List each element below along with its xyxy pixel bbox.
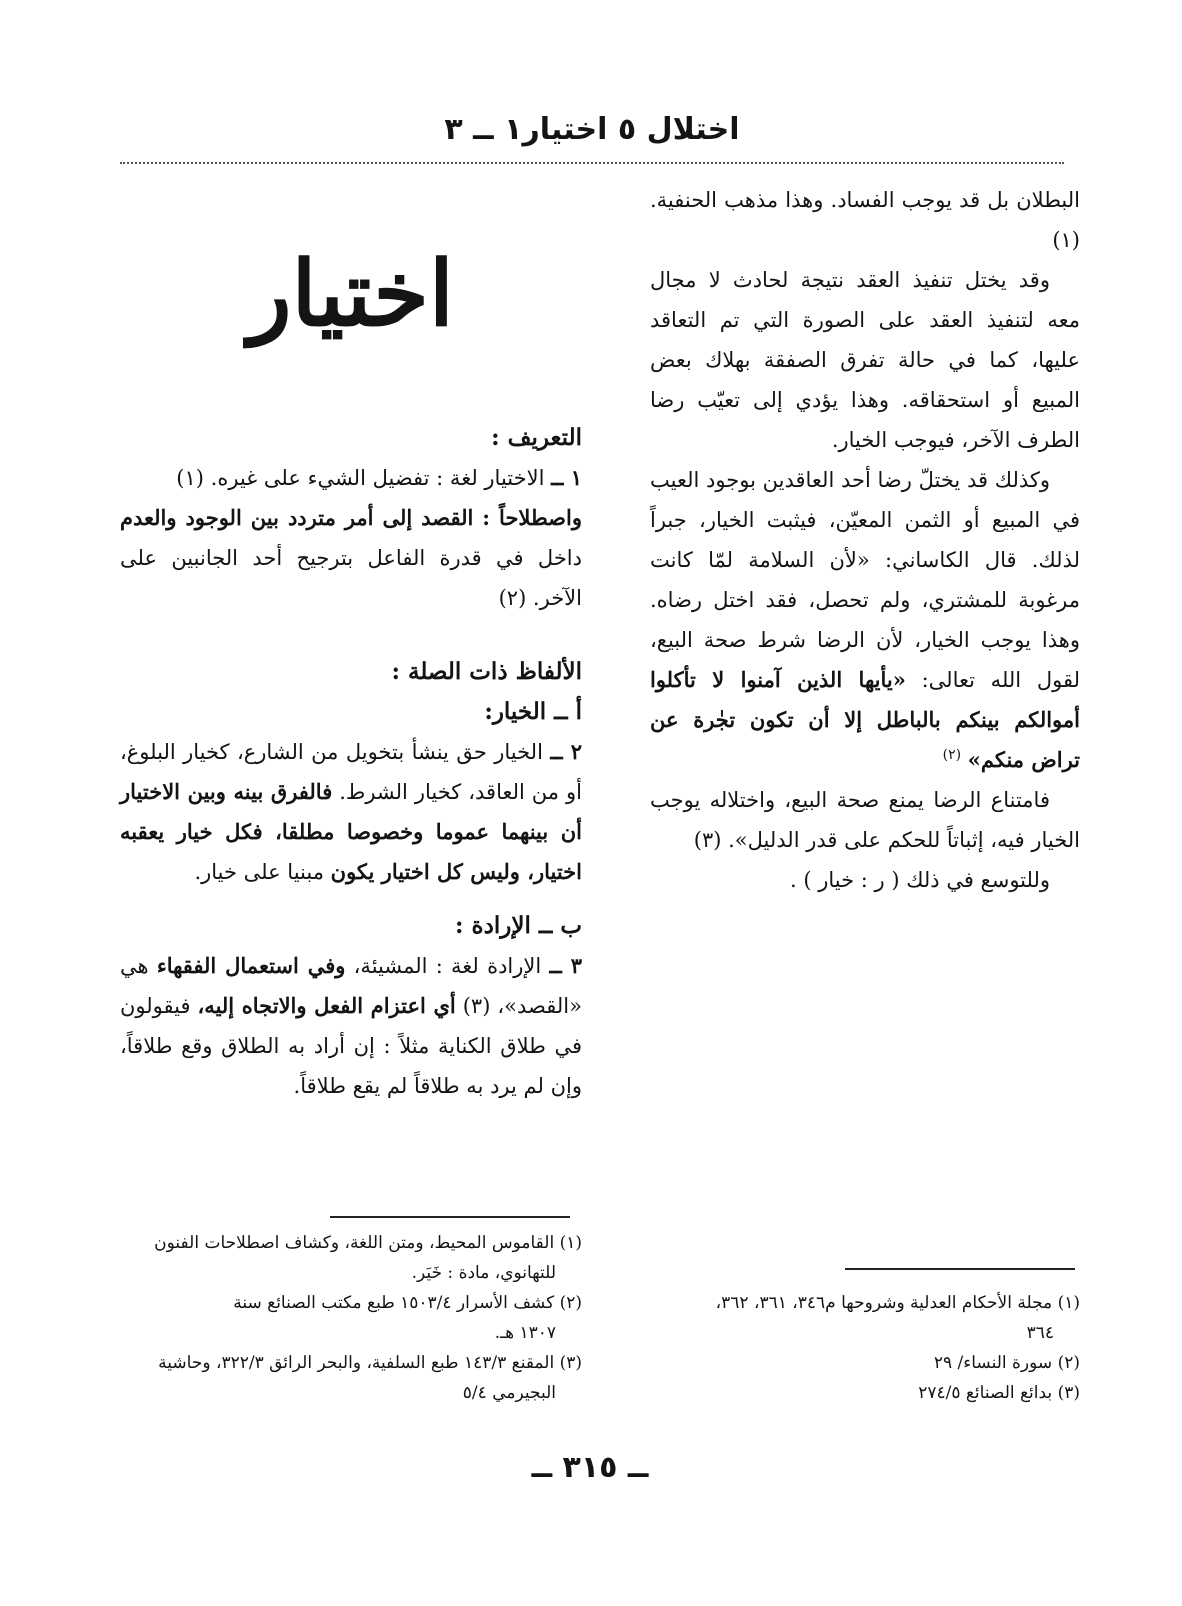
page-number: ــ ٣١٥ ــ <box>531 1450 649 1485</box>
technical-definition <box>120 498 582 618</box>
technical-definition-rest: داخل في قدرة الفاعل بترجيح أحد الجانبين على الآخر. (٢) <box>120 546 582 610</box>
khiyar-text: الخيار حق ينشأ بتخويل من الشارع، كخيار البلوغ، أو من العاقد، كخيار الشرط. <box>120 740 582 804</box>
quran-verse: «يأيها الذين آمنوا لا تأكلوا أموالكم بينكم بالباطل إلا أن تكون تجٰرة عن تراض منكم» <box>650 667 1080 772</box>
irada-text-1: الإرادة لغة : المشيئة، <box>353 954 542 978</box>
footnote-rule-left <box>330 1216 570 1218</box>
footnote-rule-right <box>845 1268 1075 1270</box>
irada-text-3: فيقولون في طلاق الكناية مثلاً : إن أراد به الطلاق وقع طلاقاً، وإن لم يرد به طلاقاً لم يقع طلاقاً. <box>120 994 582 1098</box>
see-also-note: وللتوسع في ذلك ( ر : خيار ) . <box>790 868 1050 892</box>
entry-title: اختيار <box>248 241 454 347</box>
khiyar-paragraph <box>120 732 582 892</box>
related-terms-heading: الألفاظ ذات الصلة : <box>391 658 582 685</box>
right-paragraph-1: البطلان بل قد يوجب الفساد. وهذا مذهب الحنفية. (١) <box>650 188 1080 252</box>
right-paragraph-3 <box>650 460 1080 780</box>
footnote-continuation: للتهانوي، مادة : خَيَر. <box>411 1263 556 1283</box>
footnote: (٢) سورة النساء/ ٢٩ <box>933 1353 1080 1373</box>
section-number: ٣ ــ <box>549 953 582 978</box>
irada-subheading: ب ــ الإرادة : <box>455 912 582 939</box>
section-number: ٢ ــ <box>550 739 582 764</box>
footnotes-right <box>650 1288 1080 1408</box>
lexical-definition: الاختيار لغة : تفضيل الشيء على غيره. (١) <box>176 466 545 490</box>
footnote: (١) القاموس المحيط، ومتن اللغة، وكشاف اصطلاحات الفنون <box>154 1233 582 1253</box>
khiyar-text-end: مبنيا على خيار. <box>194 860 324 884</box>
khiyar-text-bold: فالفرق بينه وبين الاختيار أن بينهما عموما وخصوصا مطلقا، فكل خيار يعقبه اختيار، وليس كل اختيار يكون <box>120 779 582 884</box>
header-dotted-rule <box>120 162 1064 164</box>
definition-paragraph <box>120 458 582 498</box>
running-header: اختلال ٥ اختيار١ ــ ٣ <box>444 112 740 147</box>
footnote: (٣) المقنع ١٤٣/٣ طبع السلفية، والبحر الرائق ٣٢٢/٣، وحاشية <box>158 1353 582 1373</box>
technical-definition-bold: واصطلاحاً : القصد إلى أمر متردد بين الوجود والعدم <box>120 505 582 530</box>
definition-heading: التعريف : <box>491 424 582 451</box>
right-paragraph-4: فامتناع الرضا يمنع صحة البيع، واختلاله يوجب الخيار فيه، إثباتاً للحكم على قدر الدليل». (٣) <box>650 788 1080 852</box>
left-column <box>120 180 582 1106</box>
footnote-continuation: ٣٦٤ <box>1026 1323 1054 1343</box>
right-paragraph-2: وقد يختل تنفيذ العقد نتيجة لحادث لا مجال معه لتنفيذ العقد على الصورة التي تم التعاقد عليها، كما في حالة تفرق الصفقة بهلاك بعض المبيع أو استحقاقه. وهذا يؤدي إلى تعيّب رضا الطرف الآخر، فيوجب الخيار. <box>650 268 1080 452</box>
irada-text-2-bold: أي اعتزام الفعل والاتجاه إليه، <box>197 993 456 1018</box>
footnote-ref: (٢) <box>942 747 962 763</box>
footnote-continuation: ١٣٠٧ هـ. <box>494 1323 556 1343</box>
footnote-continuation: البجيرمي ٥/٤ <box>462 1383 556 1403</box>
irada-paragraph <box>120 946 582 1106</box>
irada-text-2: هي «القصد»، (٣) <box>120 954 582 1018</box>
kasani-quote-text: وكذلك قد يختلّ رضا أحد العاقدين بوجود العيب في المبيع أو الثمن المعيّن، فيثبت الخيار، جبراً لذلك. قال الكاساني: «لأن السلامة لمّا كانت مرغوبة للمشتري، ولم تحصل، فقد اختل رضاه. وهذا يوجب الخيار، لأن الرضا شرط صحة البيع، لقول الله تعالى: <box>650 468 1080 692</box>
footnotes-left <box>120 1228 582 1408</box>
section-number: ١ ــ <box>551 465 582 490</box>
footnote: (٢) كشف الأسرار ١٥٠٣/٤ طبع مكتب الصنائع سنة <box>233 1293 582 1313</box>
irada-text-1-bold: وفي استعمال الفقهاء <box>156 953 346 978</box>
right-column <box>650 180 1080 900</box>
khiyar-subheading: أ ــ الخيار: <box>484 698 582 725</box>
footnote: (١) مجلة الأحكام العدلية وشروحها م٣٤٦، ٣٦١، ٣٦٢، <box>715 1293 1080 1313</box>
footnote: (٣) بدائع الصنائع ٢٧٤/٥ <box>918 1383 1080 1403</box>
